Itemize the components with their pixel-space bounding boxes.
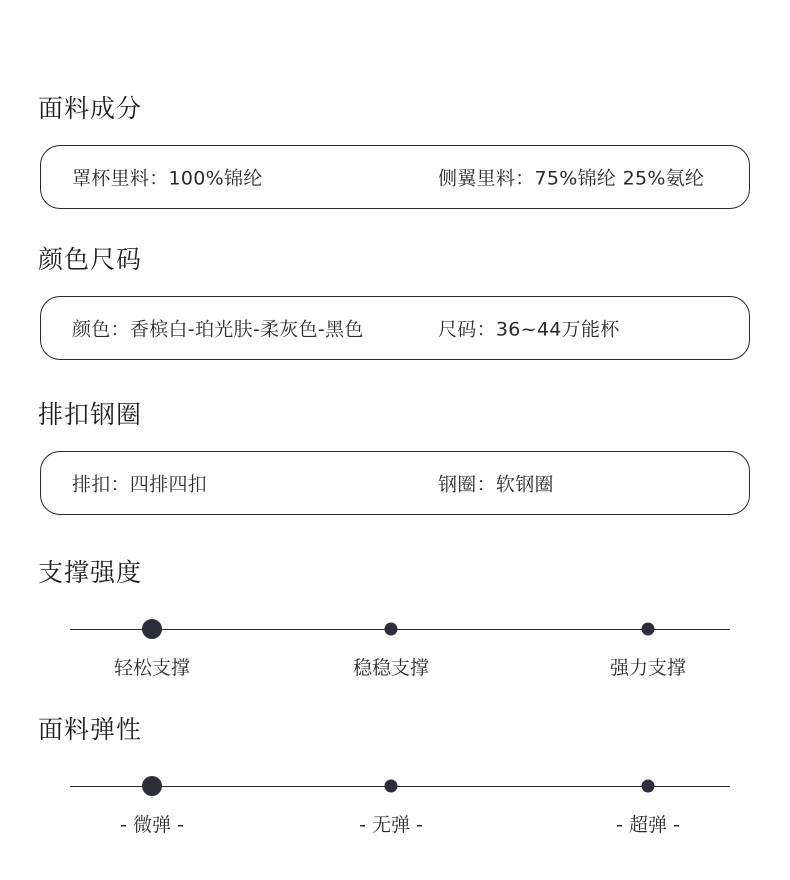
support-label-strong: 强力支撑 — [609, 657, 687, 679]
support-label-light: 轻松支撑 — [113, 657, 191, 679]
elasticity-scale-line — [70, 786, 730, 787]
elasticity-scale — [0, 786, 790, 866]
elasticity-label-super: - 超弹 - — [616, 814, 680, 836]
wing-lining-text: 侧翼里料：75%锦纶 25%氨纶 — [438, 167, 705, 190]
fabric-info-box — [40, 145, 750, 209]
elasticity-label-none: - 无弹 - — [359, 814, 423, 836]
color-size-info-box — [40, 296, 750, 360]
support-label-medium: 稳稳支撑 — [352, 657, 430, 679]
hook-wire-info-box — [40, 451, 750, 515]
fabric-section-title: 面料成分 — [38, 94, 143, 123]
color-size-section-title: 颜色尺码 — [38, 245, 143, 274]
support-dot-2 — [642, 623, 655, 636]
cup-lining-text: 罩杯里料：100%锦纶 — [72, 167, 263, 190]
support-scale — [0, 629, 790, 709]
colors-text: 颜色：香槟白-珀光肤-柔灰色-黑色 — [72, 318, 364, 341]
support-section-title: 支撑强度 — [38, 558, 143, 587]
elasticity-section-title: 面料弹性 — [38, 715, 143, 744]
sizes-text: 尺码：36~44万能杯 — [438, 318, 620, 341]
elasticity-dot-2 — [642, 780, 655, 793]
hooks-text: 排扣：四排四扣 — [72, 473, 208, 496]
hook-wire-section-title: 排扣钢圈 — [38, 400, 143, 429]
elasticity-label-slight: - 微弹 - — [120, 814, 184, 836]
elasticity-dot-1 — [385, 780, 398, 793]
support-scale-line — [70, 629, 730, 630]
underwire-text: 钢圈：软钢圈 — [438, 473, 554, 496]
support-dot-0 — [142, 619, 162, 639]
support-dot-1 — [385, 623, 398, 636]
elasticity-dot-0 — [142, 776, 162, 796]
